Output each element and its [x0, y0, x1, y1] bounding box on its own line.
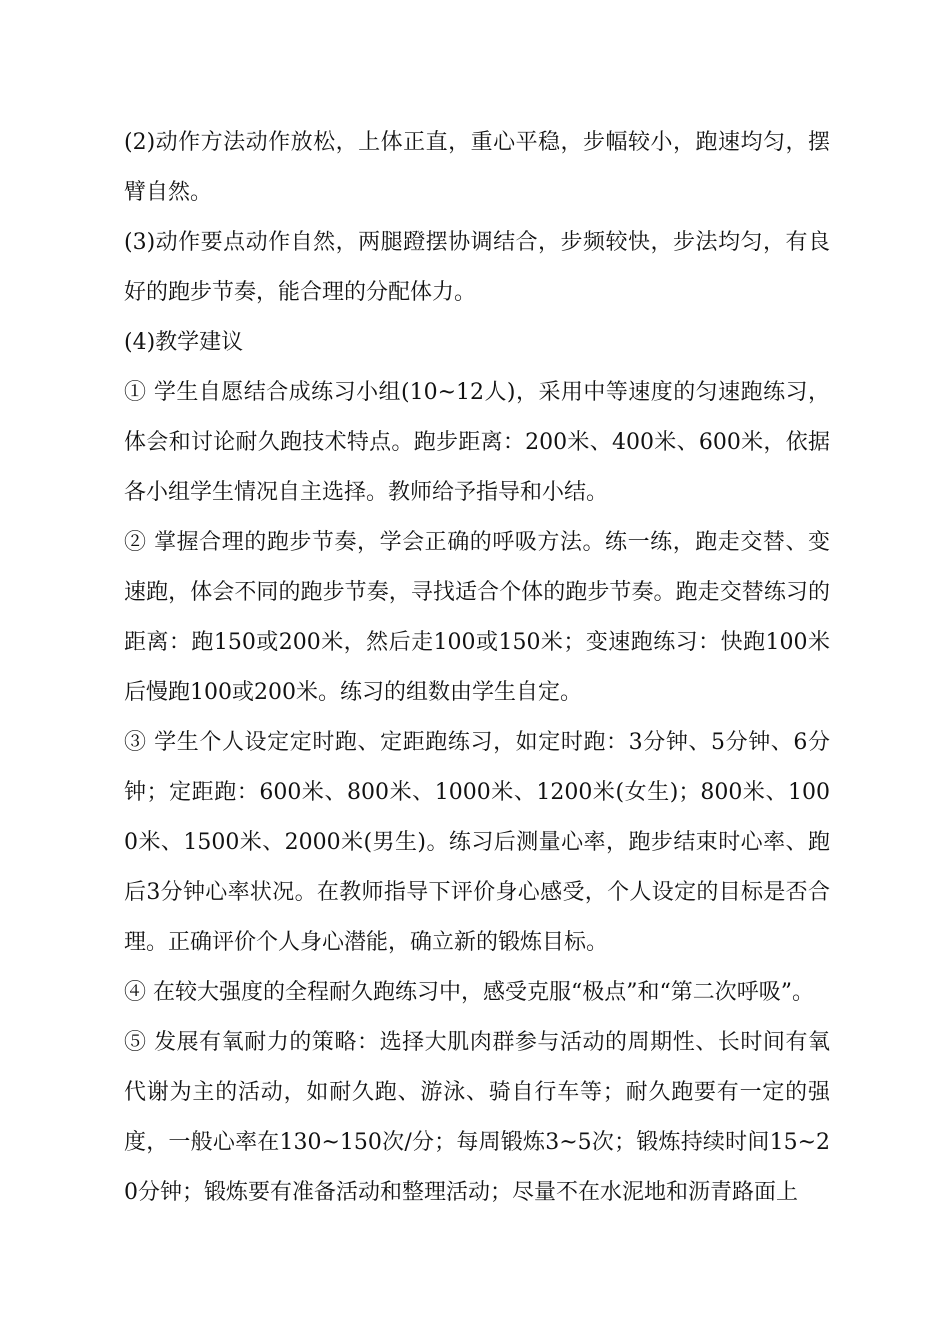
paragraph-suggestion-4: ④ 在较大强度的全程耐久跑练习中，感受克服“极点”和“第二次呼吸”。 — [124, 980, 814, 1005]
paragraph-suggestion-5: ⑤ 发展有氧耐力的策略：选择大肌肉群参与活动的周期性、长时间有氧代谢为主的活动，如耐久跑、游泳、骑自行车等；耐久跑要有一定的强度，一般心率在130~150次/分；每周锻炼3~5次；锻炼持续时间15~20分钟；锻炼要有准备活动和整理活动；尽量不在水泥地和沥青路面上 — [124, 1030, 830, 1205]
document-body — [124, 118, 830, 1218]
paragraph-action-key-points: (3)动作要点动作自然，两腿蹬摆协调结合，步频较快，步法均匀，有良好的跑步节奏，能合理的分配体力。 — [124, 230, 830, 305]
paragraph-suggestion-1: ① 学生自愿结合成练习小组(10~12人)，采用中等速度的匀速跑练习，体会和讨论耐久跑技术特点。跑步距离：200米、400米、600米，依据各小组学生情况自主选择。教师给予指导和小结。 — [124, 380, 830, 505]
paragraph-teaching-suggestions-heading: (4)教学建议 — [124, 330, 244, 355]
paragraph-suggestion-2: ② 掌握合理的跑步节奏，学会正确的呼吸方法。练一练，跑走交替、变速跑，体会不同的跑步节奏，寻找适合个体的跑步节奏。跑走交替练习的距离：跑150或200米，然后走100或150米；变速跑练习：快跑100米后慢跑100或200米。练习的组数由学生自定。 — [124, 530, 830, 705]
paragraph-action-method: (2)动作方法动作放松，上体正直，重心平稳，步幅较小，跑速均匀，摆臂自然。 — [124, 130, 830, 205]
paragraph-suggestion-3: ③ 学生个人设定定时跑、定距跑练习，如定时跑：3分钟、5分钟、6分钟；定距跑：600米、800米、1000米、1200米(女生)；800米、1000米、1500米、2000米(男生)。练习后测量心率，跑步结束时心率、跑后3分钟心率状况。在教师指导下评价身心感受，个人设定的目标是否合理。正确评价个人身心潜能，确立新的锻炼目标。 — [124, 730, 830, 955]
